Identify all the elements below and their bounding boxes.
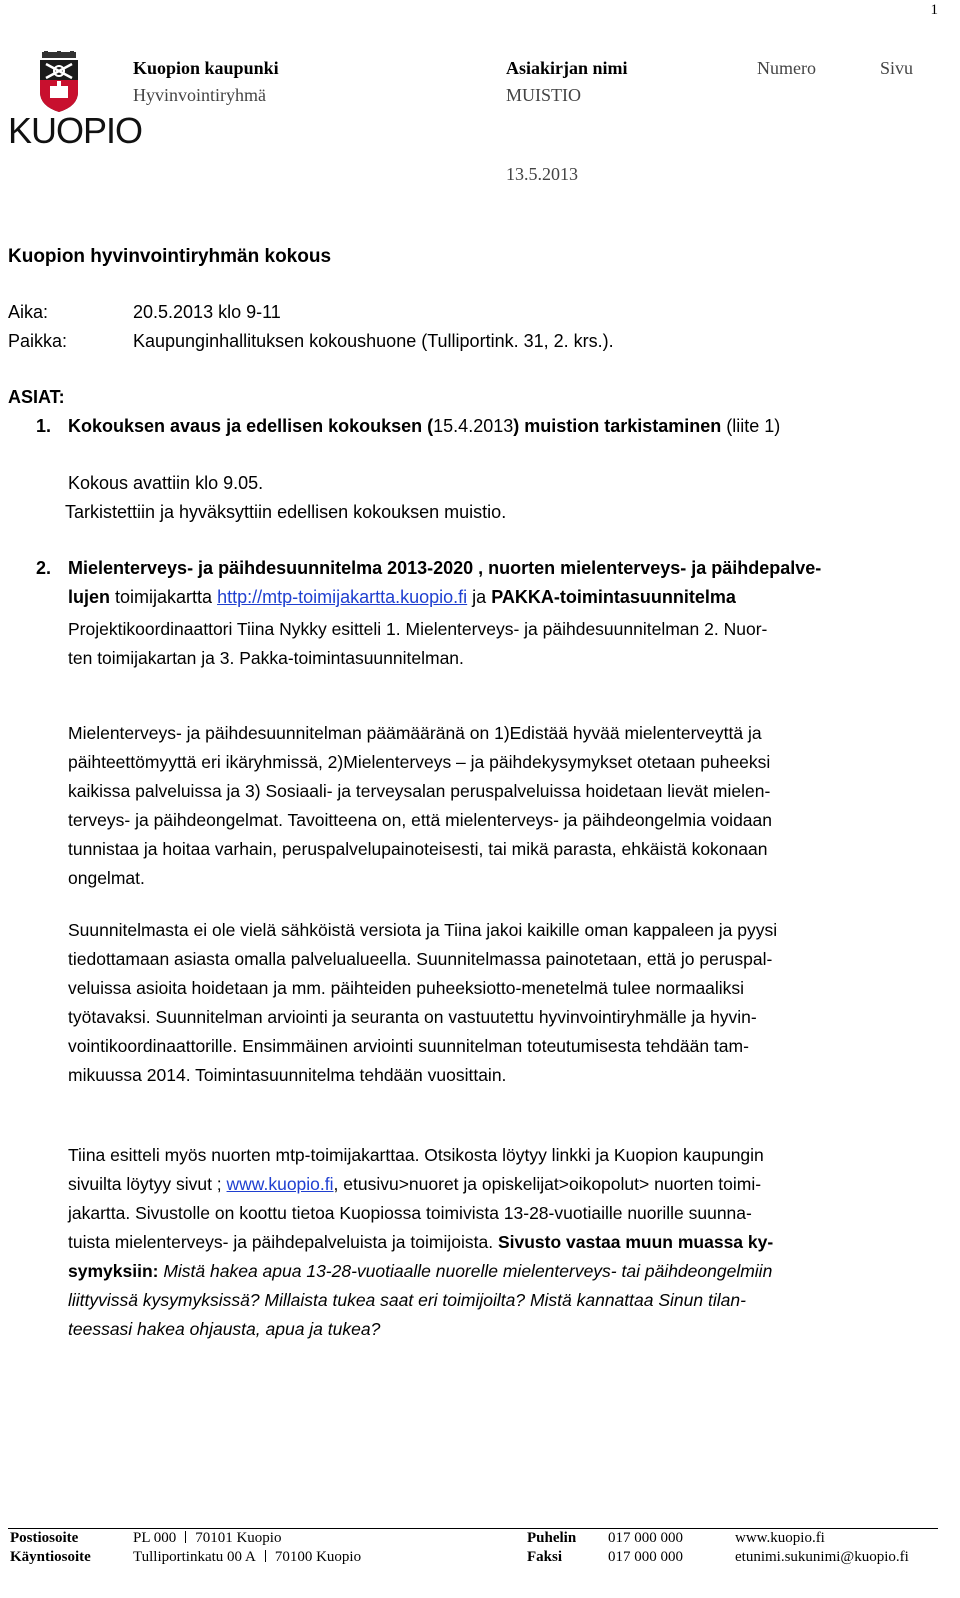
item2-number: 2. [36, 558, 52, 578]
org-name: Kuopion kaupunki [133, 58, 279, 78]
kuopio-logo [8, 50, 143, 152]
item1-line1: Kokous avattiin klo 9.05. [68, 473, 264, 493]
time-value: 20.5.2013 klo 9-11 [133, 302, 281, 322]
footer-fax-value: 017 000 000 [608, 1549, 683, 1565]
footer-fax-label: Faksi [527, 1549, 563, 1565]
place-label: Paikka: [8, 331, 68, 351]
footer-postal-address: PL 000 70101 Kuopio [133, 1530, 282, 1546]
item1-line2: Tarkistettiin ja hyväksyttiin edellisen kokouksen muistio. [65, 502, 507, 522]
item2-para1: Projektikoordinaattori Tiina Nykky esitteli 1. Mielenterveys- ja päihdesuunnitelman 2. Nuor- ten toimijakartan ja 3. Pakka-toimintasuunnitelman. [68, 619, 768, 668]
document-date: 13.5.2013 [506, 164, 578, 184]
doc-name-label: Asiakirjan nimi [506, 58, 628, 78]
meeting-title: Kuopion hyvinvointiryhmän kokous [8, 246, 332, 267]
item2-para2: Mielenterveys- ja päihdesuunnitelman päämääränä on 1)Edistää hyvää mielenterveyttä ja päihteettömyyttä eri ikäryhmissä, 2)Mielenterveys – ja päihdekysymykset otetaan puheeksi kaikissa palveluissa ja 3) Sosiaali- ja terveysalan peruspalveluissa hoidetaan lievät mielen- terveys- ja päihdeongelmat. Tavoitteena on, että mielenterveys- ja päihdeongelmia voidaan tunnistaa ja hoitaa varhain, peruspalvelupainoteisesti, tai mikä parasta, ehkäistä kokonaan ongelmat. [68, 723, 772, 888]
footer-visit-address: Tulliportinkatu 00 A 70100 Kuopio [133, 1549, 362, 1565]
agenda-label: ASIAT: [8, 387, 65, 407]
item2-para3: Suunnitelmasta ei ole vielä sähköistä versiota ja Tiina jakoi kaikille oman kappaleen ja pyysi tiedottamaan asiasta omalla palvelualueella. Suunnitelmassa painotetaan, että jo peruspal- veluissa asioita hoidetaan ja mm. päihteiden puheeksiotto-menetelmä tulee normaaliksi työtavaksi. Suunnitelman arviointi ja seuranta on vastuutettu hyvinvointiryhmälle ja hyvin- vointikoordinaattorille. Ensimmäinen arviointi suunnitelman toteutumisesta tehdään tam- mikuussa 2014. Toimintasuunnitelma tehdään vuosittain. [68, 920, 778, 1085]
doc-name: MUISTIO [506, 85, 581, 105]
footer-email[interactable]: etunimi.sukunimi@kuopio.fi [735, 1549, 909, 1565]
footer-phone-value: 017 000 000 [608, 1530, 683, 1546]
toimijakartta-link[interactable]: http://mtp-toimijakartta.kuopio.fi [217, 587, 468, 607]
footer-divider [8, 1528, 938, 1529]
item2-title-line2: lujen toimijakartta http://mtp-toimijakartta.kuopio.fi ja PAKKA-toimintasuunnitelma [68, 587, 736, 607]
footer-phone-label: Puhelin [527, 1530, 577, 1546]
item1-title: Kokouksen avaus ja edellisen kokouksen (15.4.2013) muistion tarkistaminen (liite 1) [68, 416, 781, 436]
item2-para4: Tiina esitteli myös nuorten mtp-toimijakarttaa. Otsikosta löytyy linkki ja Kuopion kaupungin sivuilta löytyy sivut ; www.kuopio.fi, etusivu>nuoret ja opiskelijat>oikopolut> nuorten toimi- jakartta. Sivustolle on koottu tietoa Kuopiossa toimivista 13-28-vuotiaille nuorille suunna- tuista mielenterveys- ja päihdepalveluista ja toimijoista. Sivusto vastaa muun muassa ky- symyksiin: Mistä hakea apua 13-28-vuotiaalle nuorelle mielenterveys- tai päihdeongelmiin liittyvissä kysymyksissä? Millaista tukea saat eri toimijoilta? Mistä kannattaa Sinun tilan- teessasi hakea ohjausta, apua ja tukea? [68, 1145, 774, 1339]
page-number: 1 [930, 2, 938, 18]
item1-number: 1. [36, 416, 52, 436]
footer-web[interactable]: www.kuopio.fi [735, 1530, 825, 1546]
time-label: Aika: [8, 302, 49, 322]
org-unit: Hyvinvointiryhmä [133, 85, 266, 105]
kuopio-website-link[interactable]: www.kuopio.fi [226, 1174, 334, 1194]
footer-postal-label: Postiosoite [10, 1530, 79, 1546]
item2-title-line1: Mielenterveys- ja päihdesuunnitelma 2013-2020 , nuorten mielenterveys- ja päihdepalve- [68, 558, 822, 578]
page-label: Sivu [880, 58, 914, 78]
place-value: Kaupunginhallituksen kokoushuone (Tulliportink. 31, 2. krs.). [133, 331, 614, 351]
number-label: Numero [757, 58, 816, 78]
footer-visit-label: Käyntiosoite [10, 1549, 91, 1565]
logo-wordmark: KUOPIO [8, 110, 143, 151]
